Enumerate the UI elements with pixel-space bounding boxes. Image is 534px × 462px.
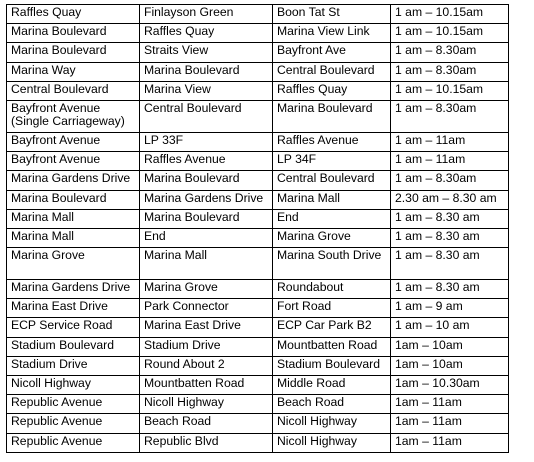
- table-body: [7, 5, 509, 453]
- road-name-cell: Bayfront Avenue: [7, 152, 140, 171]
- time-cell: 1am – 11am: [391, 395, 509, 414]
- table-row: [7, 152, 509, 171]
- road-name-cell: Republic Avenue: [7, 395, 140, 414]
- to-cell: ECP Car Park B2: [273, 318, 391, 337]
- from-cell: Marina Boulevard: [140, 171, 273, 190]
- to-cell: Marina South Drive: [273, 248, 391, 280]
- to-cell: Fort Road: [273, 299, 391, 318]
- to-cell: Stadium Boulevard: [273, 356, 391, 375]
- to-cell: Marina Boulevard: [273, 100, 391, 132]
- from-cell: LP 33F: [140, 132, 273, 151]
- road-name-cell: ECP Service Road: [7, 318, 140, 337]
- time-cell: 1 am – 8.30 am: [391, 280, 509, 299]
- time-cell: 1 am – 10.15am: [391, 81, 509, 100]
- road-name-cell: Bayfront Avenue (Single Carriageway): [7, 100, 140, 132]
- road-name-cell: Marina Gardens Drive: [7, 171, 140, 190]
- from-cell: Round About 2: [140, 356, 273, 375]
- table-row: [7, 337, 509, 356]
- from-cell: Marina Boulevard: [140, 209, 273, 228]
- table-row: [7, 395, 509, 414]
- table-row: [7, 433, 509, 452]
- time-cell: 2.30 am – 8.30 am: [391, 190, 509, 209]
- table-row: [7, 43, 509, 62]
- time-cell: 1 am – 10.15am: [391, 24, 509, 43]
- time-cell: 1 am – 8.30 am: [391, 209, 509, 228]
- to-cell: Nicoll Highway: [273, 433, 391, 452]
- table-row: [7, 100, 509, 132]
- to-cell: Central Boulevard: [273, 171, 391, 190]
- time-cell: 1 am – 8.30am: [391, 62, 509, 81]
- road-name-cell: Central Boulevard: [7, 81, 140, 100]
- time-cell: 1 am – 8.30am: [391, 171, 509, 190]
- time-cell: 1 am – 8.30am: [391, 100, 509, 132]
- time-cell: 1am – 10.30am: [391, 376, 509, 395]
- road-name-cell: Bayfront Avenue: [7, 132, 140, 151]
- from-cell: Republic Blvd: [140, 433, 273, 452]
- from-cell: Marina Mall: [140, 248, 273, 280]
- to-cell: End: [273, 209, 391, 228]
- road-name-cell: Marina East Drive: [7, 299, 140, 318]
- road-name-cell: Stadium Drive: [7, 356, 140, 375]
- road-name-cell: Marina Mall: [7, 228, 140, 247]
- road-name-cell: Stadium Boulevard: [7, 337, 140, 356]
- from-cell: Marina Grove: [140, 280, 273, 299]
- to-cell: Beach Road: [273, 395, 391, 414]
- from-cell: Raffles Avenue: [140, 152, 273, 171]
- road-schedule-table: [6, 4, 509, 453]
- table-row: [7, 190, 509, 209]
- from-cell: Central Boulevard: [140, 100, 273, 132]
- to-cell: LP 34F: [273, 152, 391, 171]
- to-cell: Marina Mall: [273, 190, 391, 209]
- to-cell: Roundabout: [273, 280, 391, 299]
- to-cell: Mountbatten Road: [273, 337, 391, 356]
- from-cell: Marina Gardens Drive: [140, 190, 273, 209]
- time-cell: 1 am – 8.30 am: [391, 228, 509, 247]
- road-name-cell: Republic Avenue: [7, 433, 140, 452]
- road-name-cell: Republic Avenue: [7, 414, 140, 433]
- table-row: [7, 376, 509, 395]
- time-cell: 1 am – 10.15am: [391, 5, 509, 24]
- table-row: [7, 318, 509, 337]
- from-cell: Marina View: [140, 81, 273, 100]
- from-cell: Stadium Drive: [140, 337, 273, 356]
- table-row: [7, 280, 509, 299]
- time-cell: 1am – 11am: [391, 433, 509, 452]
- time-cell: 1 am – 11am: [391, 132, 509, 151]
- to-cell: Central Boulevard: [273, 62, 391, 81]
- time-cell: 1 am – 11am: [391, 152, 509, 171]
- from-cell: Marina Boulevard: [140, 62, 273, 81]
- road-name-cell: Marina Gardens Drive: [7, 280, 140, 299]
- from-cell: Park Connector: [140, 299, 273, 318]
- to-cell: Bayfront Ave: [273, 43, 391, 62]
- table-row: [7, 414, 509, 433]
- to-cell: Nicoll Highway: [273, 414, 391, 433]
- to-cell: Marina Grove: [273, 228, 391, 247]
- table-row: [7, 171, 509, 190]
- time-cell: 1 am – 8.30am: [391, 43, 509, 62]
- table-row: [7, 62, 509, 81]
- road-name-cell: Marina Grove: [7, 248, 140, 280]
- from-cell: Mountbatten Road: [140, 376, 273, 395]
- road-name-cell: Marina Boulevard: [7, 43, 140, 62]
- time-cell: 1am – 10am: [391, 356, 509, 375]
- table-row: [7, 228, 509, 247]
- to-cell: Middle Road: [273, 376, 391, 395]
- road-name-cell: Raffles Quay: [7, 5, 140, 24]
- time-cell: 1 am – 9 am: [391, 299, 509, 318]
- table-row: [7, 356, 509, 375]
- time-cell: 1am – 11am: [391, 414, 509, 433]
- road-name-cell: Nicoll Highway: [7, 376, 140, 395]
- from-cell: Nicoll Highway: [140, 395, 273, 414]
- from-cell: Raffles Quay: [140, 24, 273, 43]
- road-name-cell: Marina Mall: [7, 209, 140, 228]
- from-cell: Finlayson Green: [140, 5, 273, 24]
- table-row: [7, 248, 509, 280]
- table-row: [7, 24, 509, 43]
- to-cell: Boon Tat St: [273, 5, 391, 24]
- time-cell: 1 am – 10 am: [391, 318, 509, 337]
- table-row: [7, 5, 509, 24]
- table-row: [7, 209, 509, 228]
- table-row: [7, 81, 509, 100]
- time-cell: 1am – 10am: [391, 337, 509, 356]
- table-row: [7, 132, 509, 151]
- road-name-cell: Marina Way: [7, 62, 140, 81]
- to-cell: Marina View Link: [273, 24, 391, 43]
- from-cell: End: [140, 228, 273, 247]
- from-cell: Beach Road: [140, 414, 273, 433]
- time-cell: 1 am – 8.30 am: [391, 248, 509, 280]
- road-name-cell: Marina Boulevard: [7, 190, 140, 209]
- to-cell: Raffles Quay: [273, 81, 391, 100]
- from-cell: Marina East Drive: [140, 318, 273, 337]
- road-name-cell: Marina Boulevard: [7, 24, 140, 43]
- table-row: [7, 299, 509, 318]
- from-cell: Straits View: [140, 43, 273, 62]
- to-cell: Raffles Avenue: [273, 132, 391, 151]
